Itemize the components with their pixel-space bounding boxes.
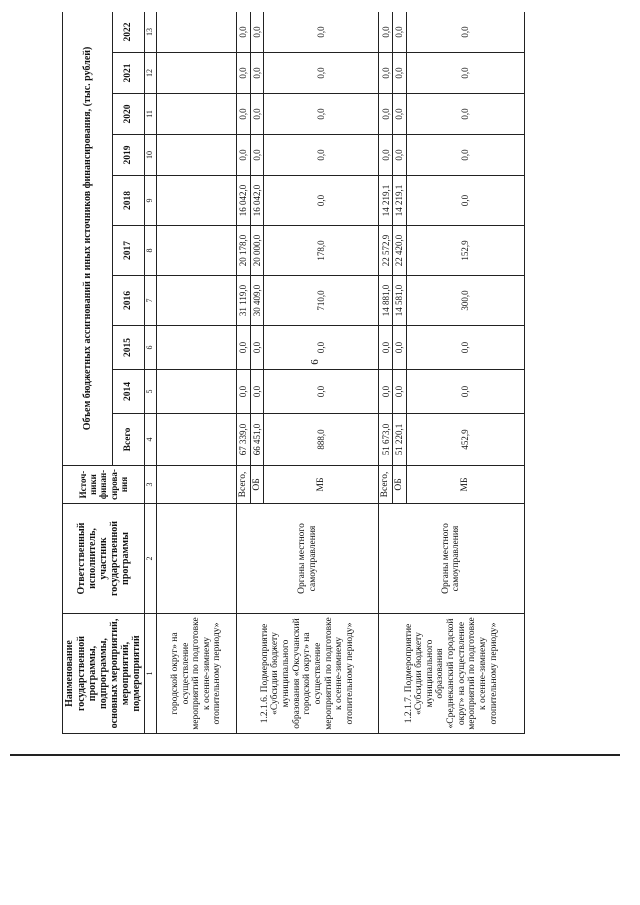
source-cell: ОБ [250,466,264,504]
value-cell: 0,0 [264,94,379,135]
value-cell: 0,0 [392,370,406,414]
value-cell: 0,0 [264,53,379,94]
value-cell: 0,0 [237,94,251,135]
value-cell: 0,0 [250,12,264,53]
value-cell [157,94,237,135]
value-cell: 31 119,0 [237,276,251,326]
header-source: Источ-ники финан-сирова-ния [63,466,145,504]
value-cell: 0,0 [392,135,406,176]
table-row [157,12,237,734]
value-cell: 0,0 [379,12,393,53]
source-cell: МБ [264,466,379,504]
value-cell [157,326,237,370]
value-cell: 0,0 [406,12,524,53]
value-cell: 0,0 [406,326,524,370]
header-year: 2022 [113,12,145,53]
index-cell: 2 [145,504,157,614]
value-cell: 0,0 [250,94,264,135]
value-cell: 0,0 [250,53,264,94]
value-cell: 0,0 [237,12,251,53]
value-cell: 16 042,0 [250,176,264,226]
value-cell: 0,0 [379,53,393,94]
header-year: 2018 [113,176,145,226]
value-cell: 710,0 [264,276,379,326]
value-cell: 0,0 [392,12,406,53]
value-cell [157,135,237,176]
value-cell [157,12,237,53]
value-cell: 0,0 [379,94,393,135]
executor-cell: Органы местного самоуправления [379,504,524,614]
header-name: Наименование государственной программы, подпрограммы, основных мероприятий, мероприятий, подмероприятий [63,614,145,734]
value-cell: 0,0 [250,370,264,414]
index-cell: 4 [145,414,157,466]
value-cell: 0,0 [250,326,264,370]
executor-cell: Органы местного самоуправления [237,504,379,614]
value-cell: 0,0 [379,135,393,176]
source-cell: Всего, [237,466,251,504]
value-cell: 14 219,1 [392,176,406,226]
value-cell: 0,0 [406,135,524,176]
measure-name: городской округ» на осуществление мероприятий по подготовке к осенне-зимнему отопительному периоду» [157,614,237,734]
source-cell: Всего, [379,466,393,504]
header-year: 2017 [113,226,145,276]
header-executor: Ответственный исполнитель, участник государственной программы [63,504,145,614]
value-cell: 0,0 [264,135,379,176]
index-cell: 7 [145,276,157,326]
value-cell: 0,0 [392,326,406,370]
value-cell [157,414,237,466]
value-cell: 0,0 [264,370,379,414]
index-row [145,12,157,734]
value-cell: 51 673,0 [379,414,393,466]
value-cell: 14 219,1 [379,176,393,226]
funding-table [62,12,525,734]
measure-name: 1.2.1.6. Подмероприятие «Субсидии бюджету муниципального образования «Оксучанский городской округ» на осуществление мероприятий по подготовке к осенне-зимнему отопительному периоду» [237,614,379,734]
rotated-table-frame [62,12,640,734]
value-cell: 66 451,0 [250,414,264,466]
value-cell [157,276,237,326]
value-cell: 0,0 [250,135,264,176]
table-row [237,12,251,734]
value-cell: 0,0 [406,370,524,414]
value-cell: 67 339,0 [237,414,251,466]
index-cell: 5 [145,370,157,414]
index-cell: 8 [145,226,157,276]
value-cell: 0,0 [379,326,393,370]
value-cell [157,53,237,94]
index-cell: 3 [145,466,157,504]
header-funding: Объем бюджетных ассигнований и иных источников финансирования, (тыс. рублей) [63,12,113,466]
value-cell: 0,0 [406,176,524,226]
value-cell: 0,0 [264,176,379,226]
value-cell [157,226,237,276]
value-cell: 888,0 [264,414,379,466]
value-cell: 178,0 [264,226,379,276]
value-cell: 0,0 [237,326,251,370]
header-year: 2016 [113,276,145,326]
value-cell: 452,9 [406,414,524,466]
value-cell: 20 000,0 [250,226,264,276]
value-cell [157,176,237,226]
header-year: 2015 [113,326,145,370]
value-cell: 0,0 [392,94,406,135]
index-cell: 12 [145,53,157,94]
header-year: 2021 [113,53,145,94]
executor-cell [157,504,237,614]
table-row [379,12,393,734]
source-cell: ОБ [392,466,406,504]
rotated-table-content [62,12,640,734]
value-cell: 0,0 [406,53,524,94]
value-cell: 22 572,9 [379,226,393,276]
index-cell: 9 [145,176,157,226]
index-cell: 11 [145,94,157,135]
index-cell: 13 [145,12,157,53]
index-cell: 6 [145,326,157,370]
header-year: 2014 [113,370,145,414]
value-cell: 0,0 [392,53,406,94]
value-cell: 0,0 [264,12,379,53]
value-cell: 51 220,1 [392,414,406,466]
value-cell: 30 409,0 [250,276,264,326]
value-cell: 300,0 [406,276,524,326]
value-cell: 0,0 [237,135,251,176]
measure-name: 1.2.1.7. Подмероприятие «Субсидии бюджету муниципального образования «Среднеканский городской округ» на осуществление мероприятий по подготовке к осенне-зимнему отопительному периоду» [379,614,524,734]
value-cell: 0,0 [237,53,251,94]
header-total: Всего [113,414,145,466]
source-cell [157,466,237,504]
value-cell: 20 178,0 [237,226,251,276]
index-cell: 1 [145,614,157,734]
value-cell: 0,0 [237,370,251,414]
value-cell: 0,0 [264,326,379,370]
header-year: 2020 [113,94,145,135]
value-cell: 0,0 [379,370,393,414]
value-cell: 16 042,0 [237,176,251,226]
value-cell: 152,9 [406,226,524,276]
header-year: 2019 [113,135,145,176]
page-number: 6 [308,359,321,365]
index-cell: 10 [145,135,157,176]
value-cell [157,370,237,414]
value-cell: 14 881,0 [379,276,393,326]
page-divider [10,754,620,756]
value-cell: 0,0 [406,94,524,135]
value-cell: 14 581,0 [392,276,406,326]
source-cell: МБ [406,466,524,504]
value-cell: 22 420,0 [392,226,406,276]
